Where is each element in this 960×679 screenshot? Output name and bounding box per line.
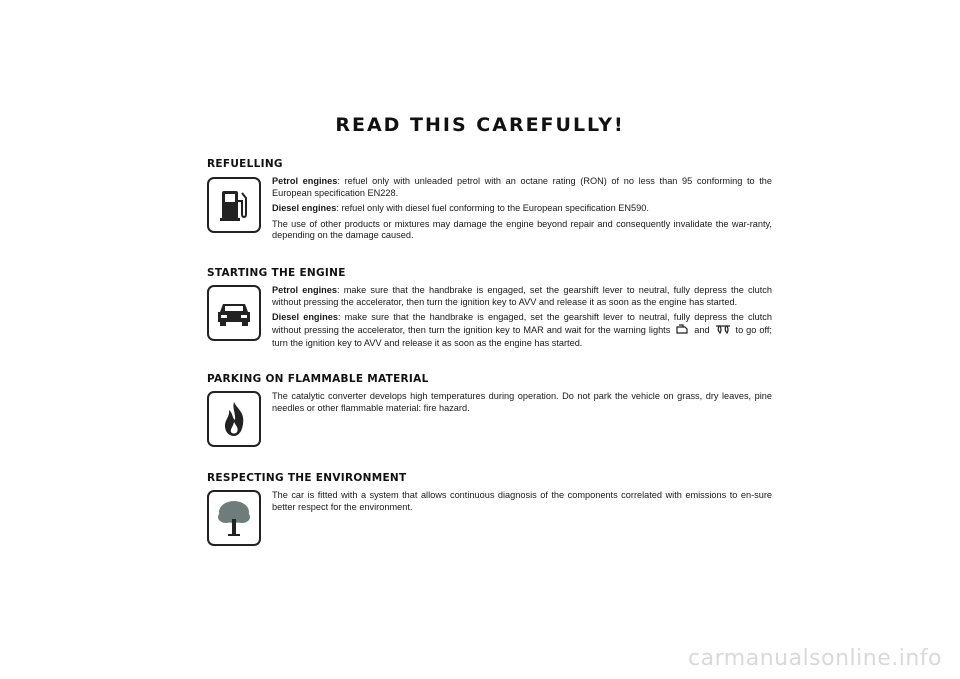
petrol-text: : make sure that the handbrake is engaged, set the gearshift lever to neutral, fully depress the clutch without pressing the accelerator, then turn the ignition key to AVV and release it as soon as the engine has started.: [272, 285, 773, 307]
petrol-label: Petrol engines: [272, 176, 338, 186]
glow-plug-icon: [715, 324, 731, 339]
starting-diesel-paragraph: [272, 312, 772, 350]
refuelling-petrol-paragraph: [272, 176, 772, 199]
petrol-text: : refuel only with unleaded petrol with an octane rating (RON) of no less than 95 conforming to the European specification EN228.: [272, 176, 773, 198]
fire-icon: [207, 391, 261, 447]
refuelling-diesel-paragraph: [272, 203, 772, 215]
refuelling-heading: REFUELLING: [207, 158, 283, 170]
refuelling-note: The use of other products or mixtures may damage the engine beyond repair and consequently invalidate the war-ranty, depending on the damage caused.: [272, 218, 772, 241]
environment-heading: RESPECTING THE ENVIRONMENT: [207, 472, 407, 484]
refuelling-text: [272, 176, 772, 246]
diesel-text: : refuel only with diesel fuel conforming to the European specification EN590.: [336, 203, 649, 214]
parking-text: [272, 391, 772, 418]
fuel-pump-icon: [207, 177, 261, 233]
starting-petrol-paragraph: [272, 285, 772, 308]
environment-paragraph: The car is fitted with a system that allows continuous diagnosis of the components correlated with emissions to en-sure better respect for the environment.: [272, 490, 772, 512]
engine-warning-icon: [675, 324, 689, 339]
diesel-text-1: : make sure that the handbrake is engaged, set the gearshift lever to neutral, fully depress the clutch without pressing the accelerator, then turn the ignition key to MAR and wait for the warning lights: [272, 312, 772, 335]
petrol-label: Petrol engines: [272, 285, 337, 295]
starting-text: [272, 285, 772, 354]
environment-text: [272, 490, 772, 517]
parking-paragraph: The catalytic converter develops high temperatures during operation. Do not park the vehicle on grass, dry leaves, pine needles or other flammable material: fire hazard.: [272, 391, 772, 413]
diesel-text-and: and: [694, 324, 710, 335]
diesel-label: Diesel engines: [272, 312, 338, 323]
car-front-icon: [207, 285, 261, 341]
diesel-label: Diesel engines: [272, 203, 337, 214]
page-title: READ THIS CAREFULLY!: [335, 114, 625, 136]
parking-heading: PARKING ON FLAMMABLE MATERIAL: [207, 373, 429, 385]
tree-icon: [207, 490, 261, 546]
diesel-text-2: to go off; turn the ignition key to AVV and release it as soon as the engine has started.: [272, 324, 772, 349]
watermark: carmanualsonline.info: [688, 646, 942, 671]
starting-heading: STARTING THE ENGINE: [207, 267, 346, 279]
